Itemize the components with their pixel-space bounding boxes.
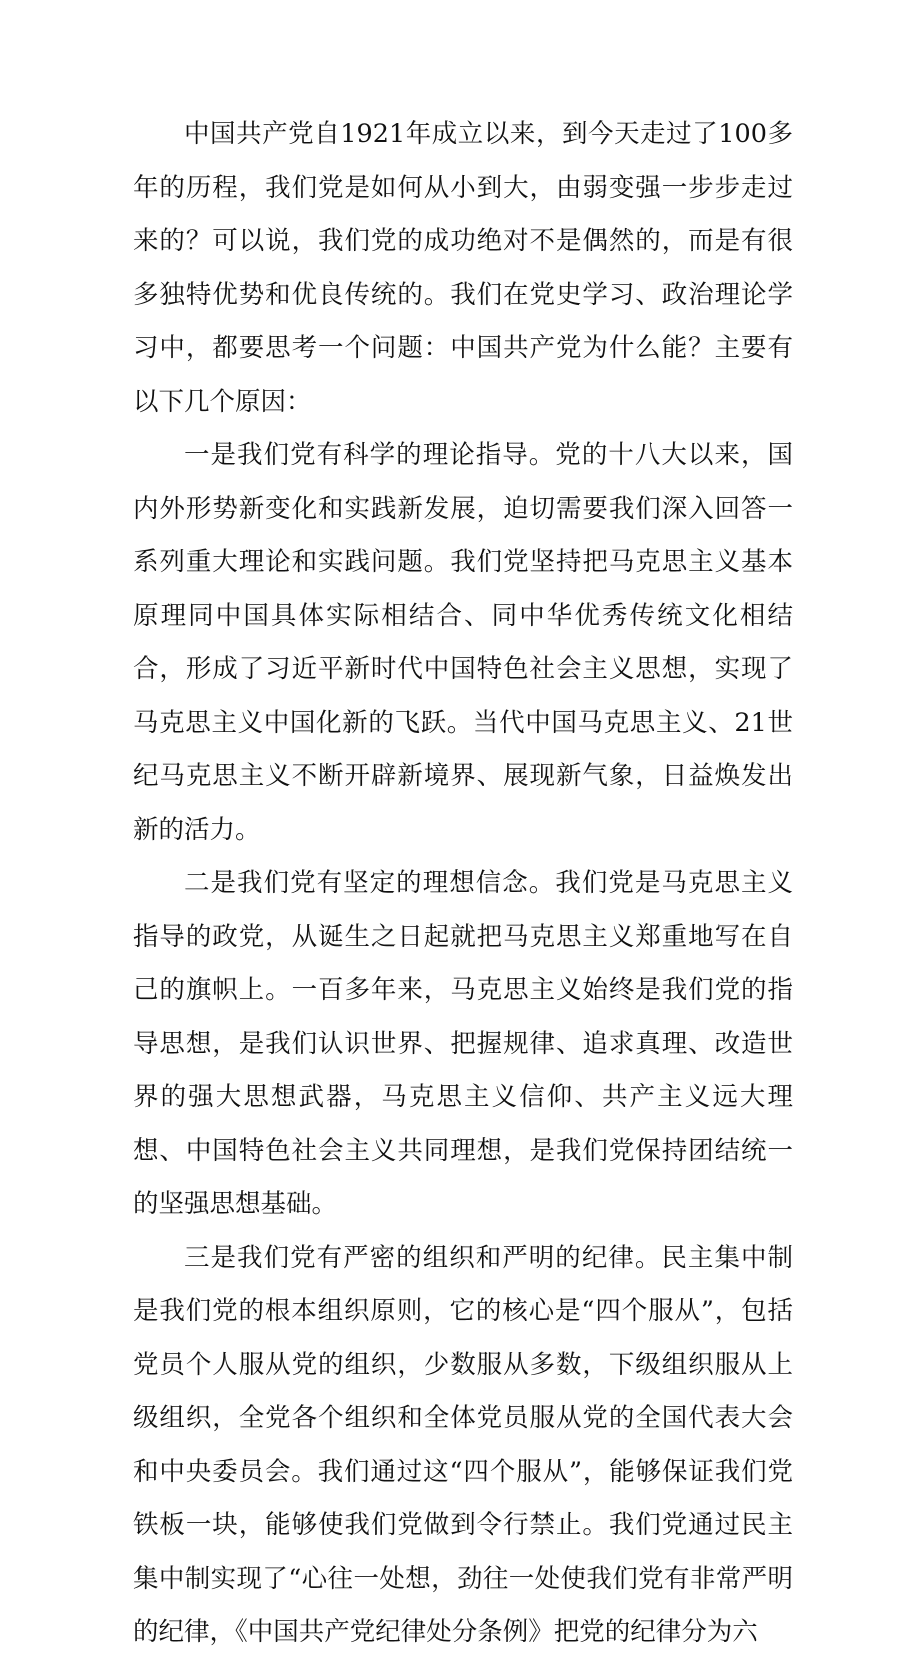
paragraph-theory-guidance: 一是我们党有科学的理论指导。党的十八大以来，国内外形势新变化和实践新发展，迫切需要我们深入回答一系列重大理论和实践问题。我们党坚持把马克思主义基本原理同中国具体实际相结合、同中华优秀传统文化相结合，形成了习近平新时代中国特色社会主义思想，实现了马克思主义中国化新的飞跃。当代中国马克思主义、21世纪马克思主义不断开辟新境界、展现新气象，日益焕发出新的活力。 [133,440,793,845]
paragraph-organization-discipline: 三是我们党有严密的组织和严明的纪律。民主集中制是我们党的根本组织原则，它的核心是“四个服从”，包括党员个人服从党的组织，少数服从多数，下级组织服从上级组织，全党各个组织和全体党员服从党的全国代表大会和中央委员会。我们通过这“四个服从”，能够保证我们党铁板一块，能够使我们党做到令行禁止。我们党通过民主集中制实现了“心往一处想，劲往一处使我们党有非常严明的纪律，《中国共产党纪律处分条例》把党的纪律分为六 [133,1242,793,1647]
document-body [133,108,793,1660]
paragraph-ideals-beliefs: 二是我们党有坚定的理想信念。我们党是马克思主义指导的政党，从诞生之日起就把马克思主义郑重地写在自己的旗帜上。一百多年来，马克思主义始终是我们党的指导思想，是我们认识世界、把握规律、追求真理、改造世界的强大思想武器，马克思主义信仰、共产主义远大理想、中国特色社会主义共同理想，是我们党保持团结统一的坚强思想基础。 [133,868,793,1219]
paragraph-intro: 中国共产党自1921年成立以来，到今天走过了100多年的历程，我们党是如何从小到大，由弱变强一步步走过来的？可以说，我们党的成功绝对不是偶然的，而是有很多独特优势和优良传统的。我们在党史学习、政治理论学习中，都要思考一个问题：中国共产党为什么能？主要有以下几个原因： [133,119,793,417]
